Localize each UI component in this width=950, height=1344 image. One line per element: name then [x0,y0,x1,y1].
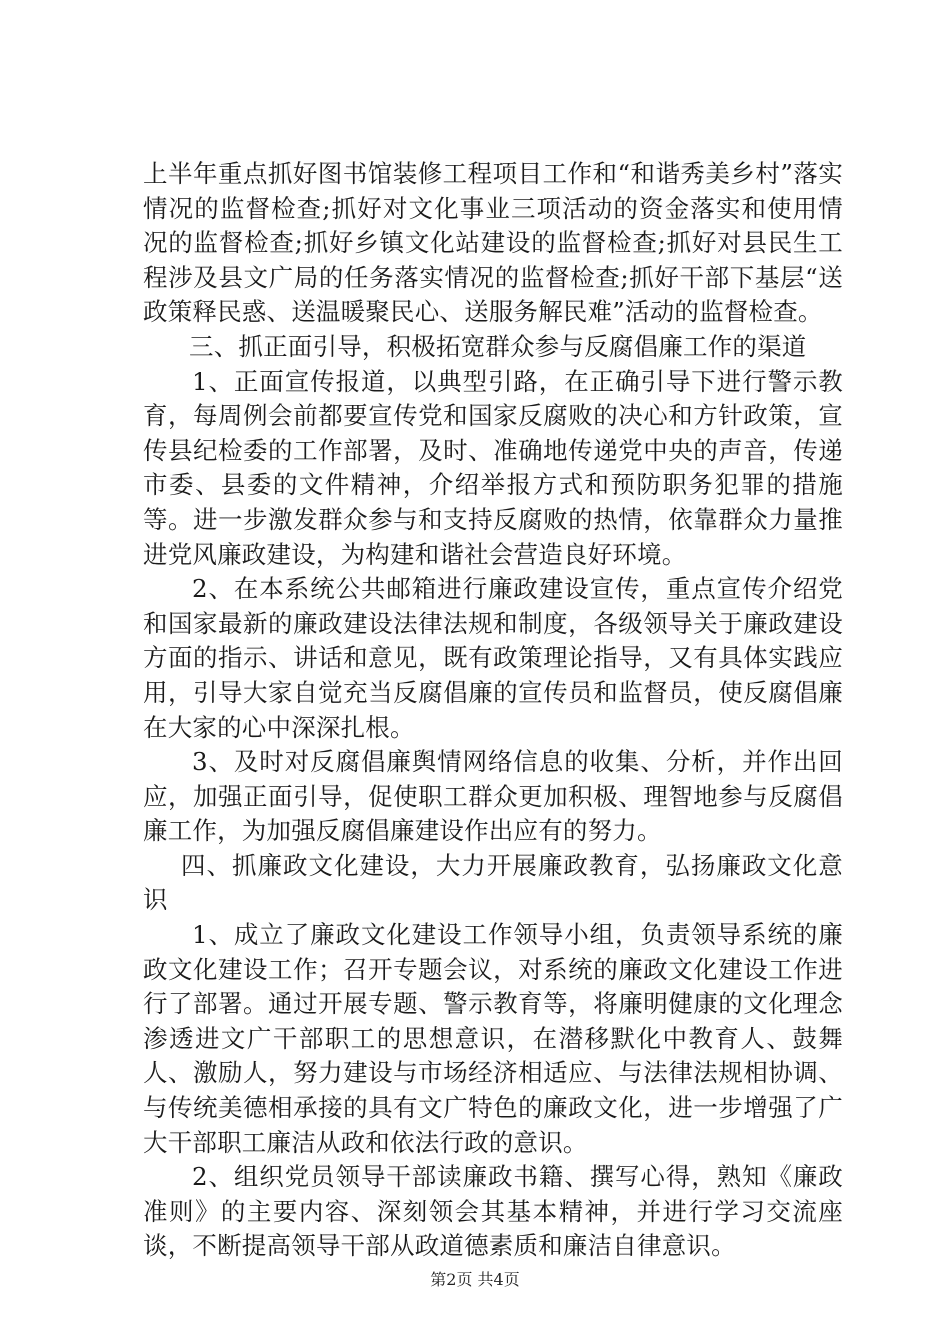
document-body [143,157,843,1264]
section-heading-four: 四、抓廉政文化建设，大力开展廉政教育，弘扬廉政文化意识 [143,850,843,915]
paragraph-supervision-tasks: 上半年重点抓好图书馆装修工程项目工作和“和谐秀美乡村”落实情况的监督检查;抓好对文化事业三项活动的资金落实和使用情况的监督检查;抓好乡镇文化站建设的监督检查;抓好对县民生工程涉及县文广局的任务落实情况的监督检查;抓好干部下基层“送政策释民惑、送温暖聚民心、送服务解民难”活动的监督检查。 [143,159,843,327]
paragraph-reading-books: 2、组织党员领导干部读廉政书籍、撰写心得，熟知《廉政准则》的主要内容、深刻领会其基本精神，并进行学习交流座谈，不断提高领导干部从政道德素质和廉洁自律意识。 [143,1162,843,1261]
paragraph-public-mailbox: 2、在本系统公共邮箱进行廉政建设宣传，重点宣传介绍党和国家最新的廉政建设法律法规和制度，各级领导关于廉政建设方面的指示、讲话和意见，既有政策理论指导，又有具体实践应用，引导大家自觉充当反腐倡廉的宣传员和监督员，使反腐倡廉在大家的心中深深扎根。 [143,574,843,742]
section-heading-three: 三、抓正面引导，积极拓宽群众参与反腐倡廉工作的渠道 [189,331,807,361]
paragraph-leading-group: 1、成立了廉政文化建设工作领导小组，负责领导系统的廉政文化建设工作；召开专题会议，对系统的廉政文化建设工作进行了部署。通过开展专题、警示教育等，将廉明健康的文化理念渗透进文广干部职工的思想意识，在潜移默化中教育人、鼓舞人、激励人，努力建设与市场经济相适应、与法律法规相协调、与传统美德相承接的具有文广特色的廉政文化，进一步增强了广大干部职工廉洁从政和依法行政的意识。 [143,920,843,1157]
paragraph-publicity-report: 1、正面宣传报道，以典型引路，在正确引导下进行警示教育，每周例会前都要宣传党和国家反腐败的决心和方针政策，宣传县纪检委的工作部署，及时、准确地传递党中央的声音，传递市委、县委的文件精神，介绍举报方式和预防职务犯罪的措施等。进一步激发群众参与和支持反腐败的热情，依靠群众力量推进党风廉政建设，为构建和谐社会营造良好环境。 [143,366,843,569]
page-number-footer: 第2页 共4页 [430,1270,520,1289]
paragraph-public-opinion: 3、及时对反腐倡廉舆情网络信息的收集、分析，并作出回应，加强正面引导，促使职工群众更加积极、理智地参与反腐倡廉工作，为加强反腐倡廉建设作出应有的努力。 [143,747,843,846]
